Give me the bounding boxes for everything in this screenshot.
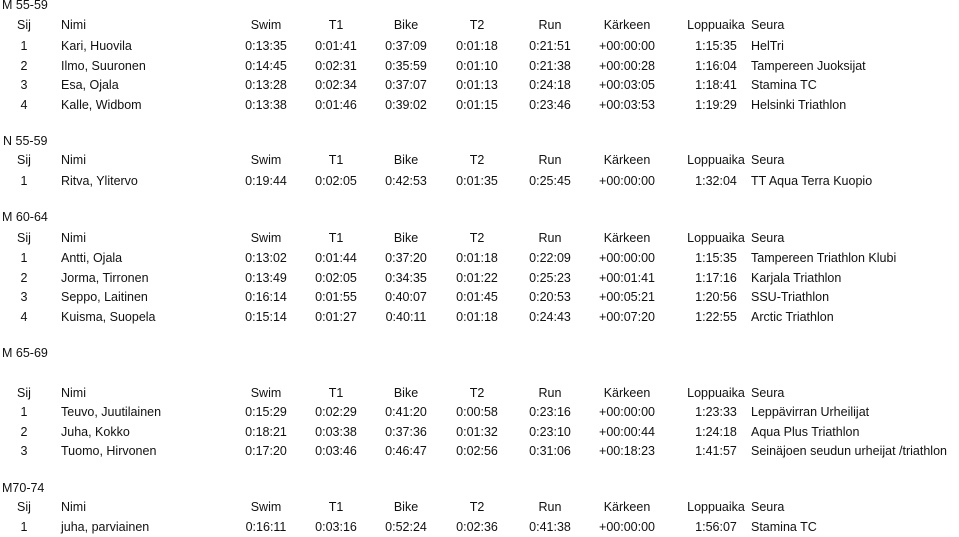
table-row (0, 308, 959, 326)
cell-loppuaika: 1:32:04 (695, 174, 737, 188)
cell-karkeen: +00:01:41 (599, 270, 655, 285)
column-header-sij: Sij (17, 153, 31, 167)
column-header-run: Run (538, 231, 562, 245)
cell-swim: 0:19:44 (245, 174, 287, 188)
cell-loppuaika: 1:19:29 (695, 97, 737, 112)
column-header-loppuaika: Loppuaika (687, 500, 745, 514)
cell-t2: 0:01:18 (456, 251, 498, 265)
cell-swim: 0:16:11 (245, 520, 287, 534)
column-header-karkeen: Kärkeen (603, 386, 651, 400)
cell-sij: 1 (20, 251, 28, 265)
table-header-row (0, 16, 959, 34)
cell-sij: 1 (20, 39, 28, 53)
cell-run: 0:25:23 (529, 270, 571, 285)
cell-loppuaika: 1:20:56 (695, 290, 737, 304)
cell-t2: 0:01:32 (456, 424, 498, 439)
cell-karkeen: +00:00:44 (599, 424, 655, 439)
cell-bike: 0:35:59 (385, 58, 427, 73)
cell-swim: 0:15:14 (245, 309, 287, 324)
cell-nimi: Antti, Ojala (61, 251, 123, 265)
cell-nimi: Kuisma, Suopela (61, 309, 156, 324)
cell-nimi: Jorma, Tirronen (61, 270, 149, 285)
cell-t1: 0:03:16 (315, 520, 357, 534)
cell-bike: 0:34:35 (385, 270, 427, 285)
cell-seura: Helsinki Triathlon (751, 97, 847, 112)
cell-loppuaika: 1:15:35 (695, 39, 737, 53)
cell-bike: 0:52:24 (385, 520, 427, 534)
cell-t2: 0:01:13 (456, 78, 498, 92)
cell-swim: 0:18:21 (245, 424, 287, 439)
cell-bike: 0:37:20 (385, 251, 427, 265)
cell-t1: 0:01:27 (315, 309, 357, 324)
table-row (0, 518, 959, 536)
cell-bike: 0:37:36 (385, 424, 427, 439)
column-header-run: Run (538, 500, 562, 514)
column-header-swim: Swim (250, 231, 282, 245)
column-header-t2: T2 (469, 153, 485, 167)
cell-t1: 0:02:05 (315, 270, 357, 285)
column-header-sij: Sij (17, 500, 31, 514)
cell-bike: 0:37:09 (385, 39, 427, 53)
column-header-t2: T2 (469, 18, 485, 32)
cell-sij: 3 (20, 78, 28, 92)
cell-loppuaika: 1:17:16 (695, 270, 737, 285)
column-header-karkeen: Kärkeen (603, 153, 651, 167)
cell-t2: 0:02:36 (456, 520, 498, 534)
category-title: M70-74 (2, 481, 45, 495)
cell-seura: Aqua Plus Triathlon (751, 424, 860, 439)
cell-bike: 0:41:20 (385, 405, 427, 419)
cell-seura: HelTri (751, 39, 784, 53)
column-header-seura: Seura (751, 386, 785, 400)
cell-bike: 0:40:11 (385, 309, 427, 324)
column-header-nimi: Nimi (61, 231, 86, 245)
cell-run: 0:24:43 (529, 309, 571, 324)
cell-t1: 0:02:34 (315, 78, 357, 92)
column-header-seura: Seura (751, 153, 785, 167)
cell-run: 0:31:06 (529, 444, 571, 458)
cell-loppuaika: 1:23:33 (695, 405, 737, 419)
cell-karkeen: +00:18:23 (599, 444, 655, 458)
table-row (0, 57, 959, 75)
cell-sij: 4 (20, 97, 28, 112)
column-header-t1: T1 (328, 500, 344, 514)
cell-run: 0:25:45 (529, 174, 571, 188)
cell-t1: 0:02:31 (315, 58, 357, 73)
cell-swim: 0:16:14 (245, 290, 287, 304)
cell-swim: 0:15:29 (245, 405, 287, 419)
column-header-sij: Sij (17, 386, 31, 400)
cell-t2: 0:01:22 (456, 270, 498, 285)
cell-t1: 0:01:41 (315, 39, 357, 53)
cell-run: 0:23:10 (529, 424, 571, 439)
cell-loppuaika: 1:41:57 (695, 444, 737, 458)
cell-nimi: Kari, Huovila (61, 39, 132, 53)
cell-t2: 0:00:58 (456, 405, 498, 419)
cell-sij: 3 (20, 290, 28, 304)
cell-swim: 0:13:35 (245, 39, 287, 53)
cell-seura: Stamina TC (751, 78, 817, 92)
cell-bike: 0:39:02 (385, 97, 427, 112)
column-header-run: Run (538, 153, 562, 167)
cell-karkeen: +00:00:28 (599, 58, 655, 73)
category-title: N 55-59 (3, 134, 48, 148)
cell-swim: 0:14:45 (245, 58, 287, 73)
cell-nimi: Ilmo, Suuronen (61, 58, 146, 73)
cell-t2: 0:01:18 (456, 309, 498, 324)
cell-swim: 0:13:28 (245, 78, 287, 92)
column-header-karkeen: Kärkeen (603, 18, 651, 32)
cell-seura: Stamina TC (751, 520, 817, 534)
cell-run: 0:41:38 (529, 520, 571, 534)
cell-seura: Seinäjoen seudun urheijat /triathlon (751, 444, 947, 458)
column-header-bike: Bike (393, 153, 419, 167)
cell-t1: 0:01:55 (315, 290, 357, 304)
column-header-t2: T2 (469, 500, 485, 514)
column-header-karkeen: Kärkeen (603, 231, 651, 245)
column-header-swim: Swim (250, 500, 282, 514)
cell-seura: SSU-Triathlon (751, 290, 830, 304)
cell-swim: 0:17:20 (245, 444, 287, 458)
table-row (0, 403, 959, 421)
column-header-nimi: Nimi (61, 153, 86, 167)
cell-sij: 1 (20, 174, 28, 188)
column-header-bike: Bike (393, 386, 419, 400)
cell-nimi: Ritva, Ylitervo (61, 174, 138, 188)
cell-t2: 0:01:35 (456, 174, 498, 188)
cell-seura: Tampereen Juoksijat (751, 58, 866, 73)
cell-nimi: Esa, Ojala (61, 78, 119, 92)
cell-karkeen: +00:07:20 (599, 309, 655, 324)
cell-karkeen: +00:00:00 (599, 174, 655, 188)
cell-loppuaika: 1:22:55 (695, 309, 737, 324)
cell-sij: 1 (20, 405, 28, 419)
column-header-bike: Bike (393, 231, 419, 245)
cell-run: 0:21:38 (529, 58, 571, 73)
column-header-run: Run (538, 386, 562, 400)
cell-t2: 0:01:10 (456, 58, 498, 73)
column-header-loppuaika: Loppuaika (687, 386, 745, 400)
column-header-bike: Bike (393, 500, 419, 514)
table-row (0, 37, 959, 55)
cell-run: 0:23:46 (529, 97, 571, 112)
cell-t1: 0:03:46 (315, 444, 357, 458)
cell-sij: 2 (20, 270, 28, 285)
table-row (0, 269, 959, 287)
column-header-karkeen: Kärkeen (603, 500, 651, 514)
cell-t1: 0:02:29 (315, 405, 357, 419)
cell-karkeen: +00:00:00 (599, 251, 655, 265)
cell-t2: 0:01:15 (456, 97, 498, 112)
cell-nimi: Tuomo, Hirvonen (61, 444, 157, 458)
cell-t1: 0:01:46 (315, 97, 357, 112)
column-header-t1: T1 (328, 153, 344, 167)
cell-nimi: Teuvo, Juutilainen (61, 405, 162, 419)
cell-karkeen: +00:00:00 (599, 39, 655, 53)
cell-swim: 0:13:38 (245, 97, 287, 112)
category-title: M 60-64 (2, 210, 48, 224)
cell-karkeen: +00:05:21 (599, 290, 655, 304)
cell-karkeen: +00:00:00 (599, 520, 655, 534)
table-header-row (0, 384, 959, 402)
table-row (0, 76, 959, 94)
cell-loppuaika: 1:15:35 (695, 251, 737, 265)
cell-seura: Karjala Triathlon (751, 270, 842, 285)
column-header-t2: T2 (469, 386, 485, 400)
cell-loppuaika: 1:18:41 (695, 78, 737, 92)
table-row (0, 423, 959, 441)
column-header-t1: T1 (328, 18, 344, 32)
column-header-swim: Swim (250, 18, 282, 32)
cell-t1: 0:01:44 (315, 251, 357, 265)
cell-loppuaika: 1:16:04 (695, 58, 737, 73)
column-header-sij: Sij (17, 18, 31, 32)
table-header-row (0, 151, 959, 169)
cell-seura: Tampereen Triathlon Klubi (751, 251, 897, 265)
cell-run: 0:24:18 (529, 78, 571, 92)
column-header-nimi: Nimi (61, 18, 86, 32)
category-title: M 65-69 (2, 346, 48, 360)
cell-sij: 2 (20, 424, 28, 439)
cell-nimi: juha, parviainen (61, 520, 150, 534)
cell-loppuaika: 1:56:07 (695, 520, 737, 534)
cell-bike: 0:46:47 (385, 444, 427, 458)
cell-sij: 2 (20, 58, 28, 73)
cell-nimi: Seppo, Laitinen (61, 290, 148, 304)
cell-sij: 4 (20, 309, 28, 324)
table-row (0, 249, 959, 267)
column-header-seura: Seura (751, 18, 785, 32)
cell-swim: 0:13:49 (245, 270, 287, 285)
category-title: M 55-59 (2, 0, 48, 12)
cell-nimi: Kalle, Widbom (61, 97, 142, 112)
cell-bike: 0:37:07 (385, 78, 427, 92)
column-header-seura: Seura (751, 500, 785, 514)
cell-loppuaika: 1:24:18 (695, 424, 737, 439)
table-header-row (0, 229, 959, 247)
column-header-loppuaika: Loppuaika (687, 231, 745, 245)
table-row (0, 442, 959, 460)
cell-t1: 0:03:38 (315, 424, 357, 439)
cell-bike: 0:42:53 (385, 174, 427, 188)
cell-bike: 0:40:07 (385, 290, 427, 304)
cell-sij: 3 (20, 444, 28, 458)
column-header-run: Run (538, 18, 562, 32)
table-header-row (0, 498, 959, 516)
column-header-nimi: Nimi (61, 386, 86, 400)
cell-seura: Leppävirran Urheilijat (751, 405, 870, 419)
column-header-t1: T1 (328, 231, 344, 245)
cell-sij: 1 (20, 520, 28, 534)
cell-t2: 0:01:45 (456, 290, 498, 304)
column-header-bike: Bike (393, 18, 419, 32)
table-row (0, 288, 959, 306)
cell-swim: 0:13:02 (245, 251, 287, 265)
cell-run: 0:21:51 (529, 39, 571, 53)
cell-t2: 0:01:18 (456, 39, 498, 53)
column-header-nimi: Nimi (61, 500, 86, 514)
column-header-sij: Sij (17, 231, 31, 245)
cell-karkeen: +00:00:00 (599, 405, 655, 419)
cell-karkeen: +00:03:53 (599, 97, 655, 112)
column-header-seura: Seura (751, 231, 785, 245)
column-header-swim: Swim (250, 386, 282, 400)
cell-seura: Arctic Triathlon (751, 309, 834, 324)
cell-run: 0:22:09 (529, 251, 571, 265)
table-row (0, 96, 959, 114)
cell-seura: TT Aqua Terra Kuopio (751, 174, 873, 188)
cell-run: 0:20:53 (529, 290, 571, 304)
column-header-swim: Swim (250, 153, 282, 167)
table-row (0, 172, 959, 190)
cell-run: 0:23:16 (529, 405, 571, 419)
column-header-t2: T2 (469, 231, 485, 245)
cell-nimi: Juha, Kokko (61, 424, 130, 439)
column-header-loppuaika: Loppuaika (687, 18, 745, 32)
cell-t2: 0:02:56 (456, 444, 498, 458)
column-header-t1: T1 (328, 386, 344, 400)
cell-karkeen: +00:03:05 (599, 78, 655, 92)
cell-t1: 0:02:05 (315, 174, 357, 188)
column-header-loppuaika: Loppuaika (687, 153, 745, 167)
